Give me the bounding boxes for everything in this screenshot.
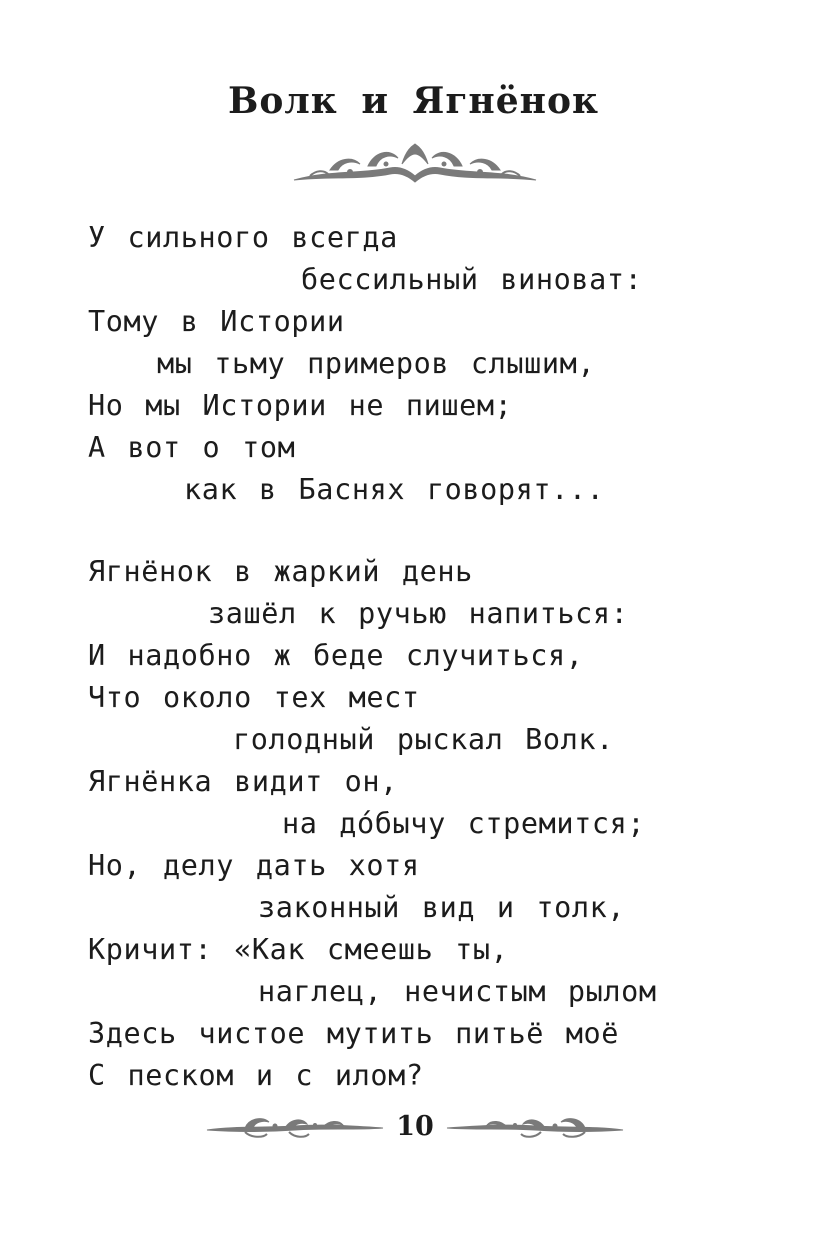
page-number: 10 — [396, 1111, 434, 1142]
page-title: Волк и Ягнёнок — [227, 80, 599, 122]
poem-line: Кричит: «Как смеешь ты, — [88, 933, 509, 966]
poem-line: Что около тех мест — [88, 681, 420, 714]
poem-line: Но мы Истории не пишем; — [88, 389, 513, 422]
poem-line: бессильный виноват: — [301, 263, 643, 296]
poem-line: И надобно ж беде случиться, — [88, 639, 584, 672]
poem-line: У сильного всегда — [88, 221, 398, 254]
title-ornament-icon — [290, 140, 540, 188]
poem-line: наглец, нечистым рылом — [258, 975, 657, 1008]
poem-line: С песком и с илом? — [88, 1059, 424, 1092]
poem-line: мы тьму примеров слышим, — [157, 347, 596, 380]
poem-line: Тому в Истории — [88, 305, 345, 338]
poem-line: Здесь чистое мутить питьё моё — [88, 1017, 619, 1050]
poem-line: зашёл к ручью напиться: — [208, 597, 629, 630]
poem-line: Ягнёнок в жаркий день — [88, 555, 473, 588]
poem-line: А вот о том — [88, 431, 296, 464]
poem-line: Но, делу дать хотя — [88, 849, 420, 882]
poem-line: как в Баснях говорят... — [184, 473, 605, 506]
footer-right-ornament-icon — [445, 1112, 625, 1142]
page-footer — [205, 1108, 625, 1152]
poem-line: Ягнёнка видит он, — [88, 765, 398, 798]
poem-line: голодный рыскал Волк. — [233, 723, 614, 756]
poem-line: на до́бычу стремится; — [282, 807, 646, 840]
poem-line: законный вид и толк, — [258, 891, 626, 924]
